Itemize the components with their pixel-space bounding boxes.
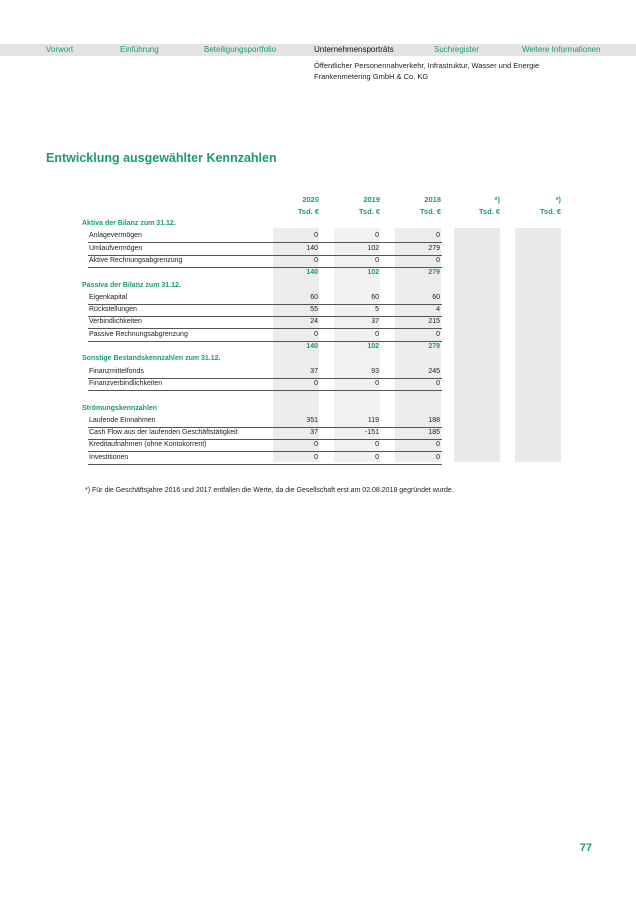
cell-value: 0 [436,453,440,461]
cell-value: 102 [367,244,379,252]
row-label: Finanzmittelfonds [89,367,144,375]
row-divider [88,255,442,256]
cell-value: 0 [375,330,379,338]
cell-value: 245 [428,367,440,375]
row-divider [88,267,442,268]
cell-value: 0 [314,379,318,387]
cell-value: 55 [310,306,318,314]
row-label: Eigenkapital [89,293,128,301]
cell-value: 93 [371,367,379,375]
cell-value: -151 [364,429,379,437]
footnote: *) Für die Geschäftsjahre 2016 und 2017 entfallen die Werte, da die Gesellschaft erst am 02.08.2018 gegründet wurde. [85,487,454,494]
cell-value: 0 [375,256,379,264]
cell-value: 0 [375,453,379,461]
cell-value: 188 [428,416,440,424]
section-heading: Aktiva der Bilanz zum 31.12. [82,220,176,227]
column-background-empty-1 [454,228,500,462]
row-divider [88,328,442,329]
column-unit: Tsd. € [478,207,500,216]
column-year: *) [555,195,561,204]
nav-suchregister[interactable]: Suchregister [434,45,479,54]
cell-value: 60 [432,293,440,301]
cell-value: 24 [310,318,318,326]
row-label: Kreditaufnahmen (ohne Kontokorrent) [89,441,207,449]
cell-value: 279 [428,244,440,252]
row-divider [88,439,442,440]
row-label: Umlaufvermögen [89,244,143,252]
cell-value: 37 [371,318,379,326]
total-value: 279 [428,343,440,350]
row-label: Finanzverbindlichkeiten [89,379,163,387]
cell-value: 0 [375,232,379,240]
row-label: Verbindlichkeiten [89,318,142,326]
column-unit: Tsd. € [297,207,319,216]
cell-value: 0 [314,453,318,461]
column-year: 2020 [302,195,319,204]
subheader-category: Öffentlicher Personennahverkehr, Infrastruktur, Wasser und Energie [314,61,540,70]
cell-value: 60 [310,293,318,301]
row-label: Aktive Rechnungsabgrenzung [89,256,183,264]
cell-value: 140 [306,244,318,252]
cell-value: 0 [436,330,440,338]
row-divider [88,341,442,342]
cell-value: 0 [314,330,318,338]
total-value: 102 [367,269,379,277]
cell-value: 60 [371,293,379,301]
row-divider [88,451,442,452]
row-label: Cash Flow aus der laufenden Geschäftstätigkeit [89,429,238,437]
cell-value: 0 [375,379,379,387]
cell-value: 37 [310,367,318,375]
nav-unternehmensportraets[interactable]: Unternehmensporträts [314,45,394,54]
cell-value: 4 [436,306,440,314]
nav-beteiligungsportfolio[interactable]: Beteiligungsportfolio [204,45,277,54]
section-heading: Sonstige Bestandskennzahlen zum 31.12. [82,355,221,363]
row-label: Passive Rechnungsabgrenzung [89,330,188,338]
column-year: *) [494,195,500,204]
row-label: Rückstellungen [89,306,137,314]
total-value: 140 [306,343,318,350]
cell-value: 215 [428,318,440,326]
total-value: 279 [428,269,440,277]
cell-value: 0 [436,379,440,387]
row-divider [88,316,442,317]
cell-value: 5 [375,306,379,314]
column-year: 2019 [363,195,380,204]
nav-einfuehrung[interactable]: Einführung [120,45,159,54]
row-divider [88,304,442,305]
row-label: Anlagevermögen [89,232,142,240]
column-unit: Tsd. € [358,207,380,216]
row-divider [88,390,442,391]
row-label: Laufende Einnahmen [89,416,156,424]
column-year: 2018 [424,195,441,204]
row-label: Investitionen [89,453,129,461]
total-value: 102 [367,343,379,350]
cell-value: 351 [306,416,318,424]
page-number: 77 [579,842,592,854]
top-navigation [0,44,636,56]
row-divider [88,242,442,243]
row-divider [88,427,442,428]
cell-value: 37 [310,429,318,437]
page-title: Entwicklung ausgewählter Kennzahlen [46,151,277,165]
nav-weitere-informationen[interactable]: Weitere Informationen [522,45,601,54]
cell-value: 0 [375,441,379,449]
cell-value: 185 [428,429,440,437]
cell-value: 0 [436,232,440,240]
row-divider [88,378,442,379]
cell-value: 0 [314,232,318,240]
row-divider [88,464,442,465]
cell-value: 0 [436,256,440,264]
cell-value: 0 [436,441,440,449]
column-unit: Tsd. € [419,207,441,216]
cell-value: 0 [314,256,318,264]
nav-vorwort[interactable]: Vorwort [46,45,74,54]
section-heading: Strömungskennzahlen [82,404,158,412]
column-unit: Tsd. € [539,207,561,216]
cell-value: 119 [367,416,379,424]
total-value: 140 [306,269,318,277]
subheader-company: Frankenmetering GmbH & Co. KG [314,72,429,81]
column-background-empty-2 [515,228,561,462]
section-heading: Passiva der Bilanz zum 31.12. [82,281,181,289]
cell-value: 0 [314,441,318,449]
